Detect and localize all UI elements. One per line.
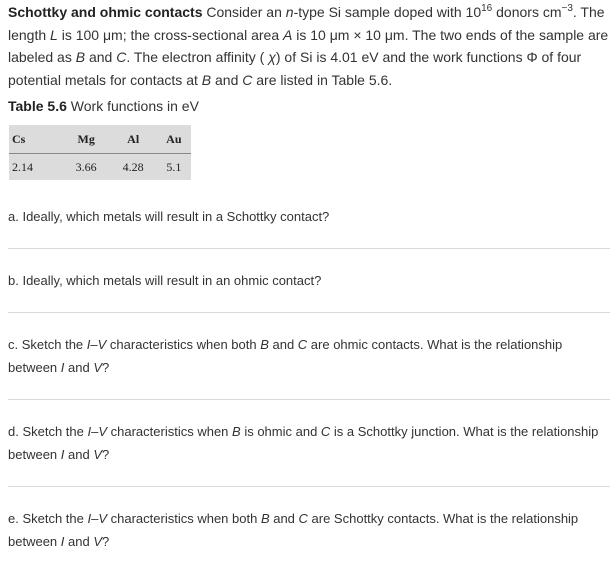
var-V: V	[98, 424, 108, 439]
question-text: –	[91, 511, 99, 526]
divider	[8, 486, 610, 487]
var-I: I	[87, 424, 92, 439]
question-text: ?	[101, 446, 110, 462]
var-I: I	[86, 337, 91, 352]
table-header-cell: Al	[110, 125, 157, 154]
doping-exponent: 16	[481, 3, 493, 14]
intro-var-B: B	[201, 71, 212, 88]
question-text: and	[64, 446, 94, 462]
divider	[8, 399, 610, 400]
question-text: is a Schottky junction. What is the relationship between	[8, 424, 599, 462]
question-text: ?	[101, 533, 110, 549]
var-V: V	[93, 446, 102, 462]
intro-text: and	[85, 49, 117, 65]
var-V: V	[93, 359, 102, 375]
table-cell: 2.14	[12, 159, 33, 174]
intro-text: . The length	[8, 4, 605, 43]
table-cell: 5.1	[166, 159, 182, 174]
var-V: V	[93, 533, 102, 549]
question-text: e. Sketch the	[8, 511, 88, 526]
question-text: –	[91, 424, 99, 439]
var-C: C	[298, 511, 308, 526]
intro-text: Consider an	[202, 4, 286, 20]
intro-var-A: A	[283, 26, 293, 43]
table-header-row	[9, 125, 191, 154]
intro-text: donors cm	[492, 4, 562, 20]
question-text: and	[64, 359, 94, 375]
question-text: are Schottky contacts. What is the relationship between	[8, 511, 579, 549]
question-text: –	[90, 337, 98, 352]
table-header-cell: Mg	[63, 125, 110, 154]
intro-var-B: B	[75, 49, 86, 65]
table-caption-text: Work functions in eV	[66, 98, 199, 114]
divider	[8, 312, 610, 313]
divider	[8, 248, 610, 249]
question-text: is ohmic and	[240, 424, 321, 439]
intro-text: is 100 μm; the cross-sectional area	[57, 26, 284, 43]
var-C: C	[297, 337, 308, 352]
var-B: B	[232, 424, 241, 439]
intro-var-L: L	[50, 26, 58, 43]
question-text: characteristics when	[107, 424, 233, 439]
question-text: c. Sketch the	[8, 337, 87, 352]
question-text: and	[268, 337, 298, 352]
intro-text: is 10 μm × 10 μm. The two ends of the sample are labeled as	[8, 26, 609, 65]
table-header-cell: Cs	[9, 125, 63, 154]
question-b: b. Ideally, which metals will result in an ohmic contact?	[8, 273, 322, 288]
var-I: I	[60, 533, 65, 549]
table-cell: 3.66	[75, 159, 97, 174]
table-cell: 4.28	[122, 159, 144, 174]
problem-intro	[8, 1, 612, 91]
problem-title: Schottky and ohmic contacts	[8, 4, 203, 20]
intro-text: -type Si sample doped with 10	[293, 4, 482, 20]
var-I: I	[60, 359, 65, 375]
var-B: B	[260, 337, 269, 352]
question-text: are ohmic contacts. What is the relationship between	[8, 337, 563, 375]
var-C: C	[320, 424, 331, 439]
question-c	[8, 334, 608, 379]
table-header-cell: Au	[157, 125, 191, 154]
var-I: I	[60, 446, 65, 462]
intro-text: ) of Si is 4.01 eV and the work functions Φ of four potential metals for contacts at	[8, 49, 582, 88]
question-text: and	[269, 511, 299, 526]
intro-text: are listed in Table 5.6.	[252, 71, 393, 88]
table-caption-label: Table 5.6	[8, 98, 67, 114]
var-V: V	[98, 511, 108, 526]
work-function-table	[9, 125, 191, 180]
intro-text: . The electron affinity (	[126, 49, 269, 65]
question-text: and	[64, 533, 94, 549]
intro-var-n: n	[285, 4, 294, 20]
intro-var-C: C	[116, 49, 127, 65]
intro-text: and	[211, 71, 243, 88]
intro-var-C: C	[242, 71, 253, 88]
table-caption	[8, 96, 199, 116]
question-e	[8, 508, 608, 553]
question-text: characteristics when both	[106, 337, 261, 352]
unit-exponent: −3	[561, 3, 573, 14]
var-B: B	[260, 511, 270, 526]
table-row	[9, 154, 191, 180]
intro-var-chi: χ	[268, 49, 276, 65]
question-text: characteristics when both	[107, 511, 261, 526]
var-I: I	[87, 511, 92, 526]
question-a: a. Ideally, which metals will result in a Schottky contact?	[8, 209, 330, 224]
question-text: d. Sketch the	[8, 424, 88, 439]
var-V: V	[97, 337, 107, 352]
question-text: ?	[101, 359, 110, 375]
question-d	[8, 421, 608, 466]
